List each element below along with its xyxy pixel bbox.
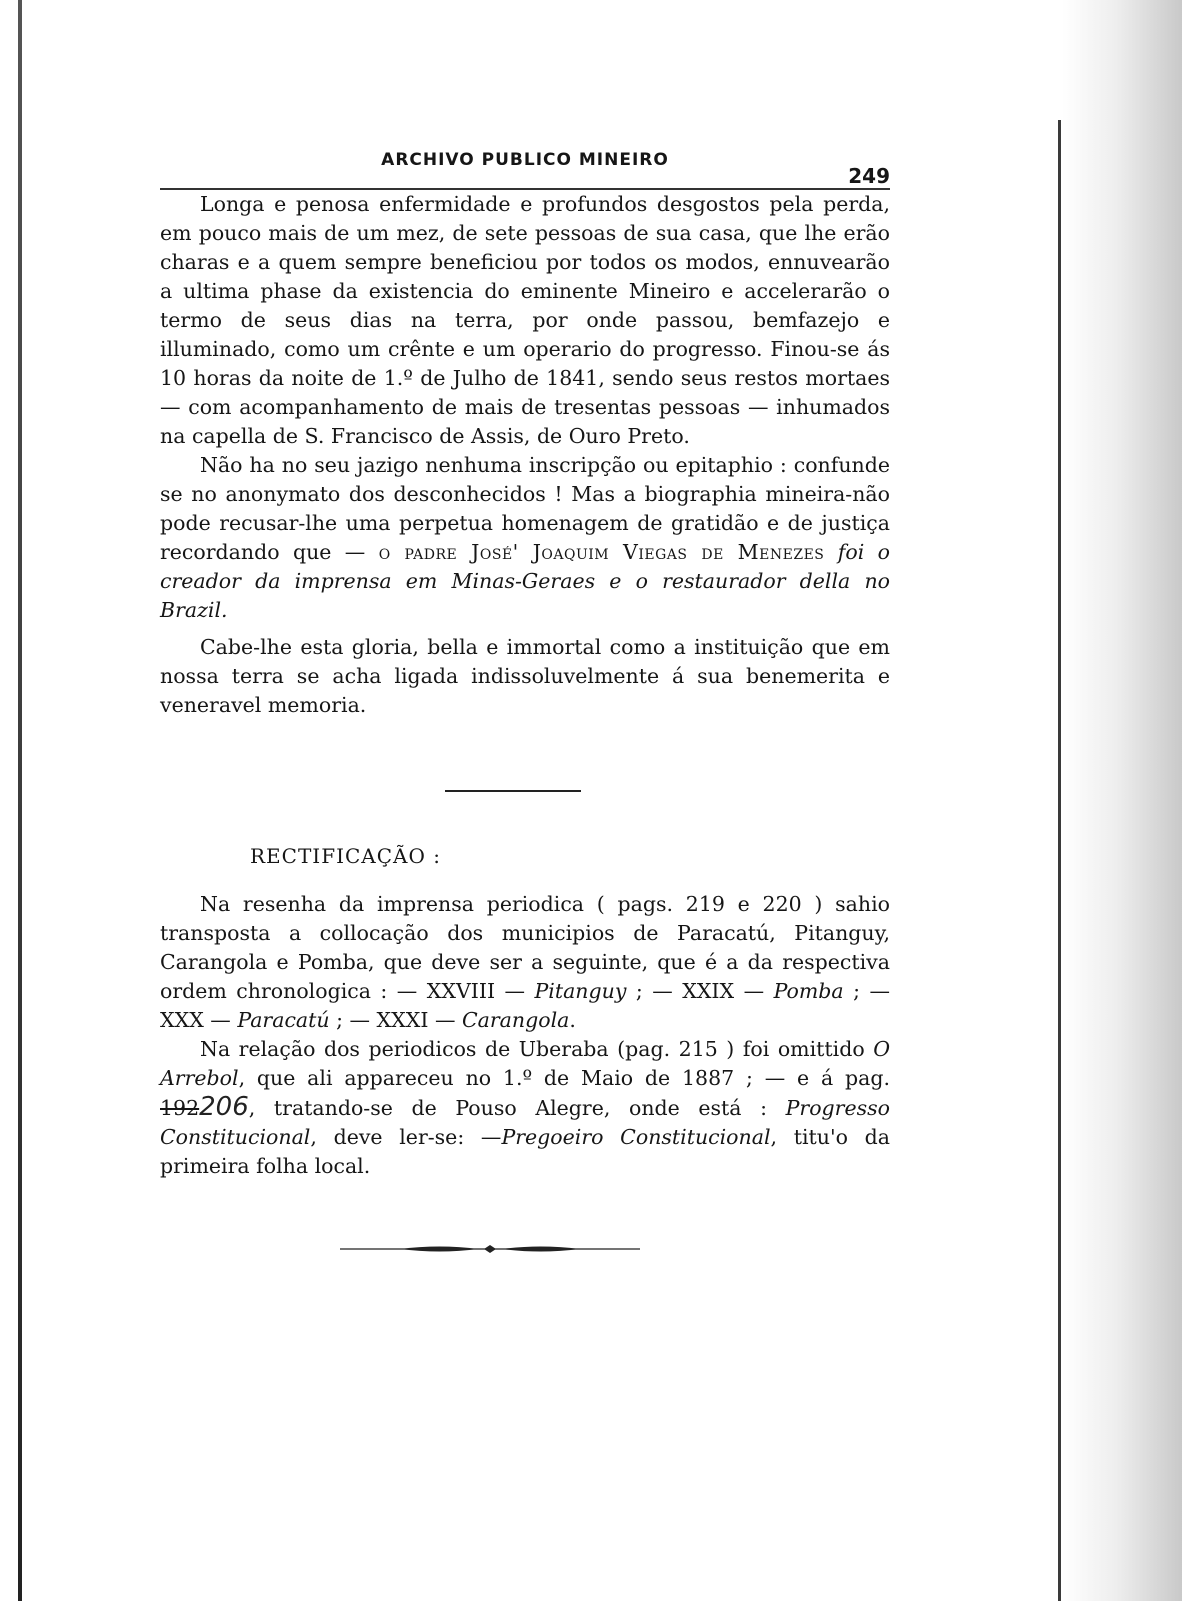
- rect-p1-text-a: Na resenha da imprensa periodica ( pags. 219 e 220 ) sahio transposta a collocação dos municipios de Paracatú, Pitanguy, Carangola e Pomba, que deve ser a seguinte, que é a da respectiva ordem chronologica : — XXVIII —: [160, 892, 890, 1003]
- rectification-paragraph-1: [160, 890, 890, 1035]
- rect-p1-pomba: Pomba: [773, 979, 844, 1003]
- header-title: ARCHIVO PUBLICO MINEIRO: [381, 150, 669, 170]
- handwritten-correction: 206: [199, 1092, 249, 1122]
- rect-p1-text-d: ; — XXXI —: [329, 1008, 462, 1032]
- rect-p2-progresso: Progresso Constitucional: [160, 1096, 890, 1149]
- page-number: 249: [848, 164, 890, 188]
- scan-right-shadow: [1062, 0, 1182, 1601]
- document-page: [160, 140, 890, 1260]
- paragraph-enfermidade: Longa e penosa enfermidade e profundos desgostos pela perda, em pouco mais de um mez, de sete pessoas de sua casa, que lhe erão charas e a quem sempre beneficiou por todos os modos, ennuvearão a ultima phase da existencia do eminente Mineiro e accelerarão o termo de seus dias na terra, por onde passou, bemfazejo e illuminado, como um crênte e um operario do progresso. Finou-se ás 10 horas da noite de 1.º de Julho de 1841, sendo seus restos mortaes — com acompanhamento de mais de tresentas pessoas — inhumados na capella de S. Francisco de Assis, de Ouro Preto.: [160, 192, 890, 448]
- scan-left-edge: [18, 0, 22, 1601]
- paragraph-jazigo-italic: foi o creador da imprensa em Minas-Geraes e o restaurador della no Brazil.: [160, 540, 891, 622]
- rect-p1-text-e: .: [569, 1008, 576, 1032]
- rect-p2-text-d: , deve ler-se: —: [310, 1125, 502, 1149]
- rectification-paragraph-2: [160, 1035, 890, 1181]
- rect-p1-carangola: Carangola: [461, 1008, 570, 1032]
- ornament-flourish: [340, 1242, 640, 1256]
- rect-p2-text-c: , tratando-se de Pouso Alegre, onde está :: [248, 1096, 786, 1120]
- rect-p1-paracatu: Paracatú: [237, 1008, 330, 1032]
- running-header: [160, 140, 890, 190]
- ornamental-divider: [340, 1241, 890, 1260]
- rect-p1-pitanguy: Pitanguy: [534, 979, 627, 1003]
- rect-p2-text-b: , que ali appareceu no 1.º de Maio de 1887 ; — e á pag.: [238, 1066, 890, 1090]
- rect-p2-pregoeiro: Pregoeiro Constitucional: [501, 1125, 771, 1149]
- rectification-title: RECTIFICAÇÃO :: [250, 844, 441, 868]
- scan-right-edge-line: [1058, 120, 1061, 1601]
- rect-p2-arrebol: O Arrebol: [160, 1037, 890, 1090]
- paragraph-gloria: Cabe-lhe esta gloria, bella e immortal como a instituição que em nossa terra se acha ligada indissoluvelmente á sua benemerita e veneravel memoria.: [160, 635, 890, 717]
- rect-p1-text-b: ; — XXIX —: [626, 979, 774, 1003]
- paragraph-jazigo: [160, 451, 890, 625]
- padre-name: o padre José' Joaquim Viegas de Menezes: [378, 540, 825, 564]
- paragraph-jazigo-text: Não ha no seu jazigo nenhuma inscripção ou epitaphio : confunde se no anonymato dos desconhecidos ! Mas a biographia mineira-não pode recusar-lhe uma perpetua homenagem de gratidão e de justiça recordando que —: [160, 453, 890, 564]
- rect-p2-text-e: , titu'o da primeira folha local.: [160, 1125, 890, 1178]
- struck-page-number: 192: [160, 1096, 200, 1120]
- rect-p1-text-c: ; — XXX —: [160, 979, 890, 1032]
- section-divider: [445, 790, 581, 792]
- rect-p2-text-a: Na relação dos periodicos de Uberaba (pag. 215 ) foi omittido: [200, 1037, 874, 1061]
